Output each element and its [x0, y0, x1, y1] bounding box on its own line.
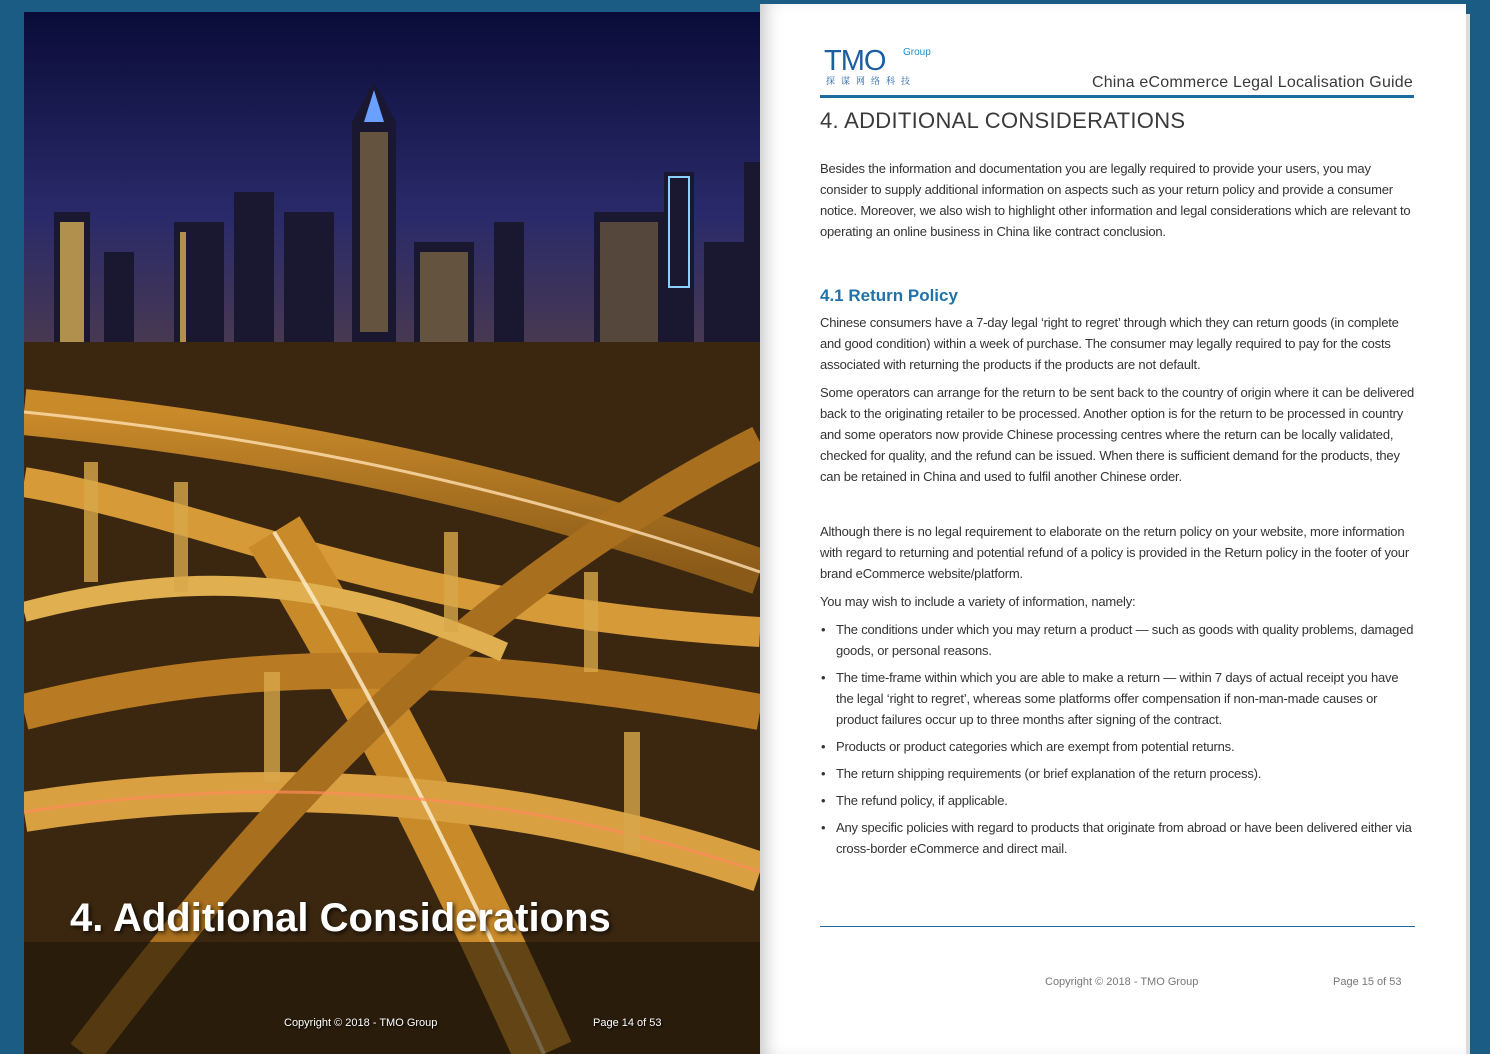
- paragraph: Chinese consumers have a 7-day legal ‘right to regret’ through which they can return goods (in complete and good condition) within a week of purchase. The consumer may legally required to pay for the costs associated with returning the products if the products are not default.: [820, 315, 1399, 372]
- bullet-icon: •: [821, 793, 826, 808]
- page-edge: [1466, 14, 1470, 1054]
- tmo-group-logo: [824, 46, 944, 90]
- right-page: [760, 4, 1466, 1054]
- list-item-text: Any specific policies with regard to products that originate from abroad or have been delivered either via cross-border eCommerce and direct mail.: [836, 820, 1412, 856]
- list-item-text: The conditions under which you may return a product — such as goods with quality problems, damaged goods, or personal reasons.: [836, 622, 1414, 658]
- chapter-title: 4. Additional Considerations: [70, 896, 611, 940]
- list-item: [820, 817, 1416, 859]
- right-footer-copyright: Copyright © 2018 - TMO Group: [1045, 976, 1199, 988]
- list-item: [820, 763, 1416, 784]
- paragraph: Although there is no legal requirement to elaborate on the return policy on your website, more information with regard to returning and potential refund of a policy is provided in the Return policy in the footer of your brand eCommerce website/platform.: [820, 524, 1409, 581]
- list-item: [820, 619, 1416, 661]
- list-item: [820, 790, 1416, 811]
- bullet-icon: •: [821, 622, 826, 637]
- right-footer-page-number: Page 15 of 53: [1333, 976, 1402, 988]
- bullet-icon: •: [821, 766, 826, 781]
- bullet-list: [820, 619, 1416, 859]
- page-content: [820, 158, 1416, 865]
- list-item-text: The refund policy, if applicable.: [836, 793, 1008, 808]
- left-footer-copyright: Copyright © 2018 - TMO Group: [284, 1017, 438, 1029]
- footer-rule: [820, 926, 1415, 927]
- header-rule: [820, 95, 1414, 98]
- logo-main-text: TMO: [824, 45, 886, 77]
- paragraph: Some operators can arrange for the return to be sent back to the country of origin where it can be delivered back to the originating retailer to be processed. Another option is for the return to be processed in country and some operators now provide Chinese processing centres where the return can be locally validated, checked for quality, and the refund can be issued. When there is sufficient demand for the products, they can be retained in China and used to fulfil another Chinese order.: [820, 385, 1415, 484]
- bullet-icon: •: [821, 739, 826, 754]
- list-item: [820, 667, 1416, 730]
- list-item: [820, 736, 1416, 757]
- guide-title: China eCommerce Legal Localisation Guide: [1091, 74, 1413, 91]
- bullet-icon: •: [821, 820, 826, 835]
- section-title: 4. ADDITIONAL CONSIDERATIONS: [820, 108, 1186, 133]
- intro-paragraph: Besides the information and documentation you are legally required to provide your users, you may consider to supply additional information on aspects such as your return policy and provide a consumer notice. Moreover, we also wish to highlight other information and legal considerations which are relevant to operating an online business in China like contract conclusion.: [820, 161, 1411, 239]
- paragraph: You may wish to include a variety of information, namely:: [820, 594, 1136, 609]
- logo-group-text: Group: [903, 47, 931, 58]
- bullet-icon: •: [821, 670, 826, 685]
- left-footer-page-number: Page 14 of 53: [593, 1017, 662, 1029]
- list-item-text: The time-frame within which you are able to make a return — within 7 days of actual receipt you have the legal ‘right to regret’, whereas some platforms offer compensation if non-man-made causes or product failures occur up to three months after signing of the contract.: [836, 670, 1399, 727]
- left-page-photo: [24, 12, 760, 1054]
- logo-subtitle: 探谋网络科技: [826, 76, 917, 86]
- list-item-text: The return shipping requirements (or brief explanation of the return process).: [836, 766, 1262, 781]
- subsection-title: 4.1 Return Policy: [820, 286, 958, 305]
- list-item-text: Products or product categories which are exempt from potential returns.: [836, 739, 1235, 754]
